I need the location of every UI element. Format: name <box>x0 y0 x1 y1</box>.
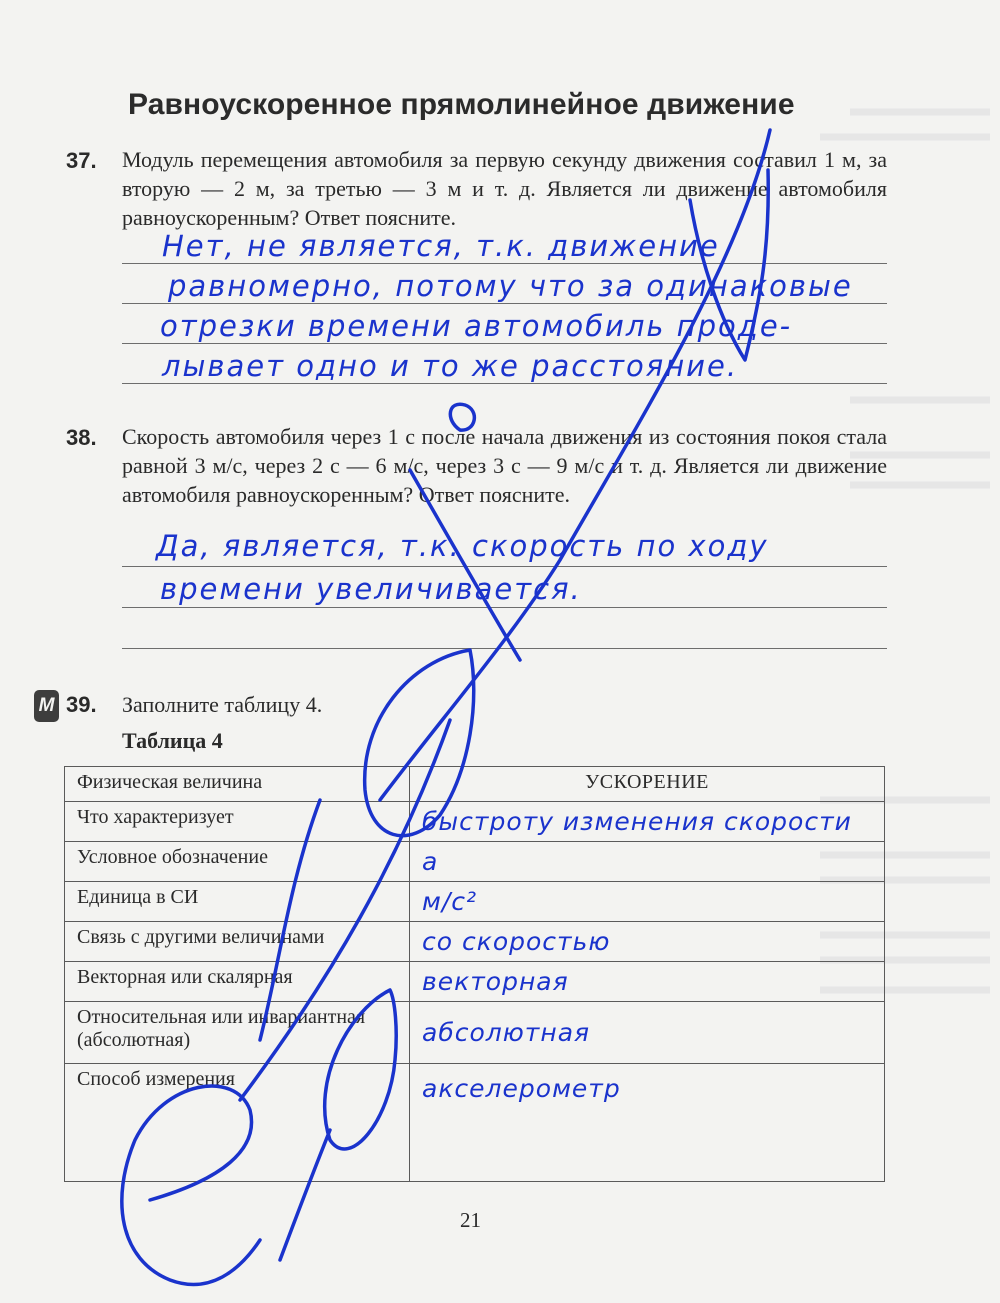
task-39-text: Заполните таблицу 4. <box>122 692 323 717</box>
row-label: Условное обозначение <box>65 842 410 882</box>
table-header-quantity: Физическая величина <box>65 767 410 802</box>
answer-line <box>122 343 887 344</box>
answer-line <box>122 648 887 649</box>
task-38-number: 38. <box>66 425 97 450</box>
task-39-number: 39. <box>66 692 97 717</box>
handwritten-answer-38-line-1: Да, является, т.к. скорость по ходу <box>156 529 769 563</box>
row-label: Относительная или инвариантная (абсолютная) <box>65 1002 410 1064</box>
handwritten-answer-37-line-1: Нет, не является, т.к. движение <box>162 229 720 263</box>
table-caption: Таблица 4 <box>122 728 223 753</box>
task-37-text: Модуль перемещения автомобиля за первую секунду движения составил 1 м, за вторую — 2 м, за третью — 3 м и т. д. Является ли движение автомобиля равноускоренным? Ответ поясните. <box>122 147 887 230</box>
handwritten-cell-answer: векторная <box>422 967 569 996</box>
handwritten-answer-37-line-4: лывает одно и то же расстояние. <box>162 349 739 383</box>
row-label: Единица в СИ <box>65 882 410 922</box>
table-row <box>65 842 885 882</box>
handwritten-cell-answer: a <box>422 847 439 876</box>
table-row <box>65 922 885 962</box>
table-row <box>65 1002 885 1064</box>
handwritten-cell-answer: со скоростью <box>422 927 611 956</box>
page-number: 21 <box>460 1208 481 1232</box>
answer-line <box>122 607 887 608</box>
handwritten-answer-37-line-2: равномерно, потому что за одинаковые <box>168 269 853 303</box>
task-37-number: 37. <box>66 148 97 173</box>
table-row <box>65 882 885 922</box>
handwritten-answer-37-line-3: отрезки времени автомобиль проде- <box>160 309 793 343</box>
answer-line <box>122 303 887 304</box>
handwritten-cell-answer: акселерометр <box>422 1074 621 1103</box>
row-label: Способ измерения <box>65 1064 410 1182</box>
table-4 <box>64 766 885 1182</box>
answer-line <box>122 566 887 567</box>
task-38-text: Скорость автомобиля через 1 с после начала движения из состояния покоя стала равной 3 м/с, через 2 с — 6 м/с, через 3 с — 9 м/с и т. д. Является ли движение автомобиля равноускоренным? Ответ поясните. <box>122 424 887 507</box>
table-header-acceleration: УСКОРЕНИЕ <box>410 767 885 802</box>
table-row <box>65 802 885 842</box>
section-heading: Равноускоренное прямолинейное движение <box>128 88 795 121</box>
table-row <box>65 962 885 1002</box>
answer-line <box>122 263 887 264</box>
handwritten-cell-answer: абсолютная <box>422 1018 591 1047</box>
row-label: Что характеризует <box>65 802 410 842</box>
handwritten-answer-38-line-2: времени увеличивается. <box>160 572 582 606</box>
table-row <box>65 1064 885 1182</box>
handwritten-cell-answer: м/с² <box>422 887 478 916</box>
row-label: Векторная или скалярная <box>65 962 410 1002</box>
task-marker-icon: М <box>34 690 59 722</box>
answer-line <box>122 383 887 384</box>
table-header-row <box>65 767 885 802</box>
handwritten-cell-answer: быстроту изменения скорости <box>422 807 852 836</box>
row-label: Связь с другими величинами <box>65 922 410 962</box>
